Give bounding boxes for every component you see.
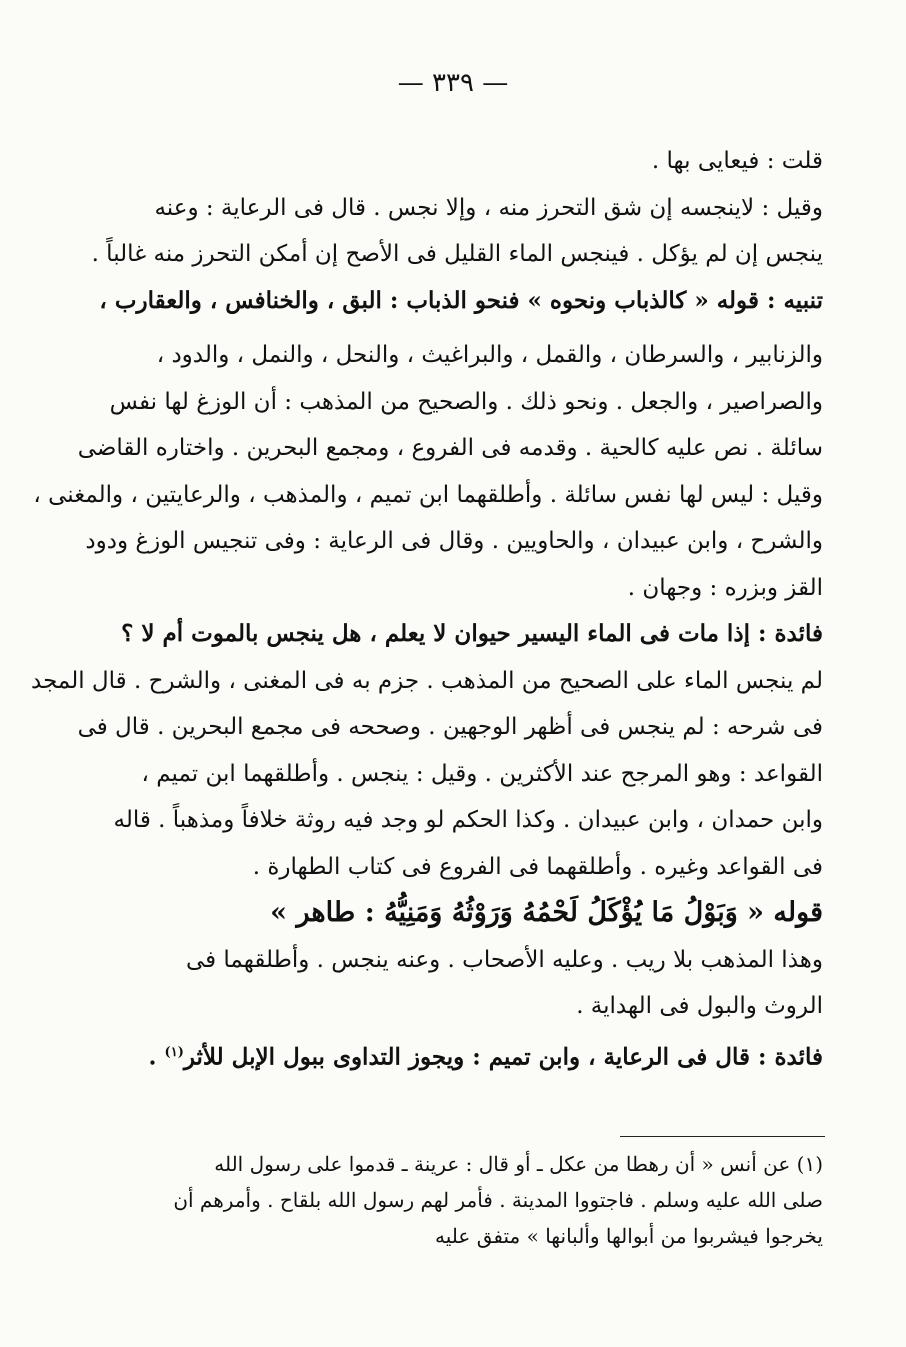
text-line: سائلة . نص عليه كالحية . وقدمه فى الفروع ، ومجمع البحرين . واختاره القاضى xyxy=(77,435,823,461)
notice-line: تنبيه : قوله « كالذباب ونحوه » فنحو الذباب : البق ، والخنافس ، والعقارب ، xyxy=(99,286,823,314)
page-number: — ٣٣٩ — xyxy=(397,68,509,98)
text-line: قلت : فيعايى بها . xyxy=(651,148,823,174)
text-line: القز وبزره : وجهان . xyxy=(627,574,823,601)
footnote-line: صلى الله عليه وسلم . فاجتووا المدينة . فأمر لهم رسول الله بلقاح . وأمرهم أن xyxy=(173,1188,823,1212)
text-line: وهذا المذهب بلا ريب . وعليه الأصحاب . وعنه ينجس . وأطلقهما فى xyxy=(185,946,823,973)
text-line: والشرح ، وابن عبيدان ، والحاويين . وقال فى الرعاية : وفى تنجيس الوزغ ودود xyxy=(85,528,823,554)
body-text xyxy=(31,138,823,1081)
text-line: الروث والبول فى الهداية . xyxy=(576,993,823,1019)
text-line: وابن حمدان ، وابن عبيدان . وكذا الحكم لو وجد فيه روثة خلافاً ومذهباً . قاله xyxy=(113,807,823,833)
text-line: ينجس إن لم يؤكل . فينجس الماء القليل فى الأصح إن أمكن التحرز منه غالباً . xyxy=(91,241,823,267)
footnote xyxy=(168,1146,823,1254)
footnote-line: (١) عن أنس « أن رهطا من عكل ـ أو قال : عرينة ـ قدموا على رسول الله xyxy=(214,1152,823,1176)
footnote-marker: (١) xyxy=(164,1044,184,1060)
benefit-line: فائدة : قال فى الرعاية ، وابن تميم : ويجوز التداوى ببول الإبل للأثر$^{(١)}$ . xyxy=(148,1043,823,1071)
benefit-line: فائدة : إذا مات فى الماء اليسير حيوان لا يعلم ، هل ينجس بالموت أم لا ؟ xyxy=(121,620,823,647)
footnote-divider xyxy=(620,1136,825,1137)
text-line: فى شرحه : لم ينجس فى أظهر الوجهين . وصححه فى مجمع البحرين . قال فى xyxy=(77,714,823,740)
text-line: وقيل : ليس لها نفس سائلة . وأطلقهما ابن تميم ، والمذهب ، والرعايتين ، والمغنى ، xyxy=(33,481,823,508)
text-line: والزنابير ، والسرطان ، والقمل ، والبراغيث ، والنحل ، والنمل ، والدود ، xyxy=(156,342,823,368)
text-line: وقيل : لاينجسه إن شق التحرز منه ، وإلا نجس . قال فى الرعاية : وعنه xyxy=(154,194,823,221)
text-line: فى القواعد وغيره . وأطلقهما فى الفروع فى كتاب الطهارة . xyxy=(252,853,823,880)
quoted-text-heading: قوله « وَبَوْلُ مَا يُؤْكَلُ لَحْمُهُ وَرَوْثُهُ وَمَنِيُّهُ : طاهر » xyxy=(270,897,823,928)
text-line: لم ينجس الماء على الصحيح من المذهب . جزم به فى المغنى ، والشرح . قال المجد xyxy=(31,667,823,694)
text-line: فائدة : قال فى الرعاية ، وابن تميم : ويجوز التداوى ببول الإبل للأثر xyxy=(183,1043,823,1071)
text-line: والصراصير ، والجعل . ونحو ذلك . والصحيح من المذهب : أن الوزغ لها نفس xyxy=(109,388,823,415)
footnote-line: يخرجوا فيشربوا من أبوالها وألبانها » متفق عليه xyxy=(435,1224,823,1248)
text-line: القواعد : وهو المرجح عند الأكثرين . وقيل : ينجس . وأطلقهما ابن تميم ، xyxy=(141,760,823,787)
